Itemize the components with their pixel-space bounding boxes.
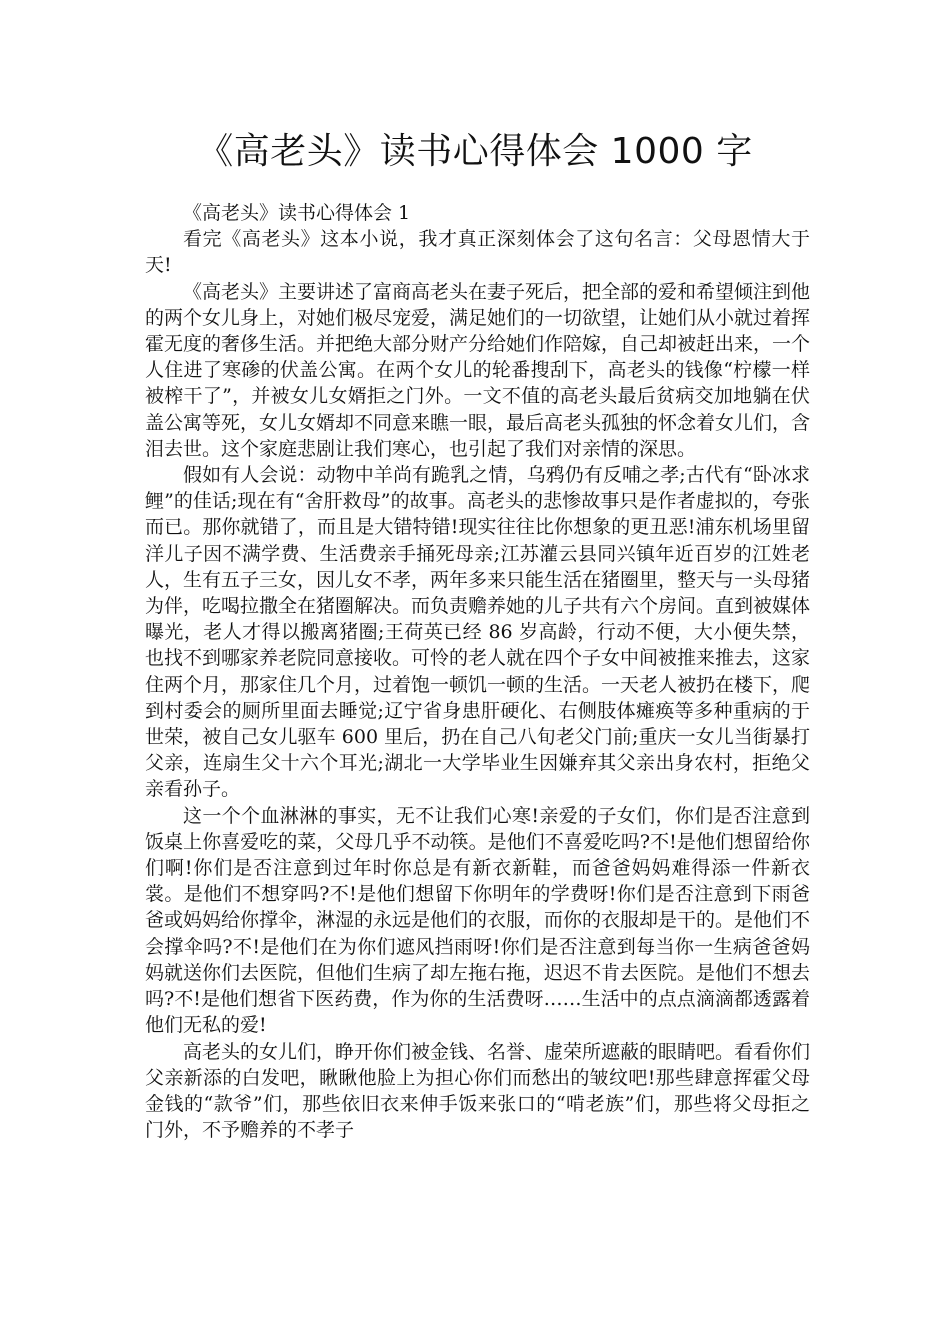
document-title: 《高老头》读书心得体会 1000 字 [197,131,753,172]
paragraph: 假如有人会说：动物中羊尚有跪乳之情，乌鸦仍有反哺之孝;古代有“卧冰求鲤”的佳话;现在有“舍肝救母”的故事。高老头的悲惨故事只是作者虚拟的，夸张而已。那你就错了，而且是大错特错!现实往往比你想象的更丑恶!浦东机场里留洋儿子因不满学费、生活费亲手捅死母亲;江苏灌云县同兴镇年近百岁的江姓老人，生有五子三女，因儿女不孝，两年多来只能生活在猪圈里，整天与一头母猪为伴，吃喝拉撒全在猪圈解决。而负责赡养她的儿子共有六个房间。直到被媒体曝光，老人才得以搬离猪圈;王荷英已经 86 岁高龄，行动不便，大小便失禁，也找不到哪家养老院同意接收。可怜的老人就在四个子女中间被推来推去，这家住两个月，那家住几个月，过着饱一顿饥一顿的生活。一天老人被扔在楼下，爬到村委会的厕所里面去睡觉;辽宁省身患肝硬化、右侧肢体瘫痪等多种重病的于世荣，被自己女儿驱车 600 里后，扔在自己八旬老父门前;重庆一女儿当街暴打父亲，连扇生父十六个耳光;湖北一大学毕业生因嫌弃其父亲出身农村，拒绝父亲看孙子。 [145,464,811,801]
paragraph: 看完《高老头》这本小说，我才真正深刻体会了这句名言：父母恩情大于天! [145,228,810,277]
paragraph: 高老头的女儿们，睁开你们被金钱、名誉、虚荣所遮蔽的眼睛吧。看看你们父亲新添的白发吧，瞅瞅他脸上为担心你们而愁出的皱纹吧!那些肆意挥霍父母金钱的“款爷”们，那些依旧衣来伸手饭来张口的“啃老族”们，那些将父母拒之门外，不予赡养的不孝子 [145,1040,811,1142]
section-heading: 《高老头》读书心得体会 1 [183,202,411,224]
paragraph: 这一个个血淋淋的事实，无不让我们心寒!亲爱的子女们，你们是否注意到饭桌上你喜爱吃的菜，父母几乎不动筷。是他们不喜爱吃吗?不!是他们想留给你们啊!你们是否注意到过年时你总是有新衣新鞋，而爸爸妈妈难得添一件新衣裳。是他们不想穿吗?不!是他们想留下你明年的学费呀!你们是否注意到下雨爸爸或妈妈给你撑伞，淋湿的永远是他们的衣服，而你的衣服却是干的。是他们不会撑伞吗?不!是他们在为你们遮风挡雨呀!你们是否注意到每当你一生病爸爸妈妈就送你们去医院，但他们生病了却左拖右拖，迟迟不肯去医院。是他们不想去吗?不!是他们想省下医药费，作为你的生活费呀……生活中的点点滴滴都透露着他们无私的爱! [145,804,811,1037]
paragraph: 《高老头》主要讲述了富商高老头在妻子死后，把全部的爱和希望倾注到他的两个女儿身上，对她们极尽宠爱，满足她们的一切欲望，让她们从小就过着挥霍无度的奢侈生活。并把绝大部分财产分给她们作陪嫁，自己却被赶出来，一个人住进了寒碜的伏盖公寓。在两个女儿的轮番搜刮下，高老头的钱像“柠檬一样被榨干了”，并被女儿女婿拒之门外。一文不值的高老头最后贫病交加地躺在伏盖公寓等死，女儿女婿却不同意来瞧一眼，最后高老头孤独的怀念着女儿们，含泪去世。这个家庭悲剧让我们寒心，也引起了我们对亲情的深思。 [145,280,811,460]
document-body [145,200,810,1143]
